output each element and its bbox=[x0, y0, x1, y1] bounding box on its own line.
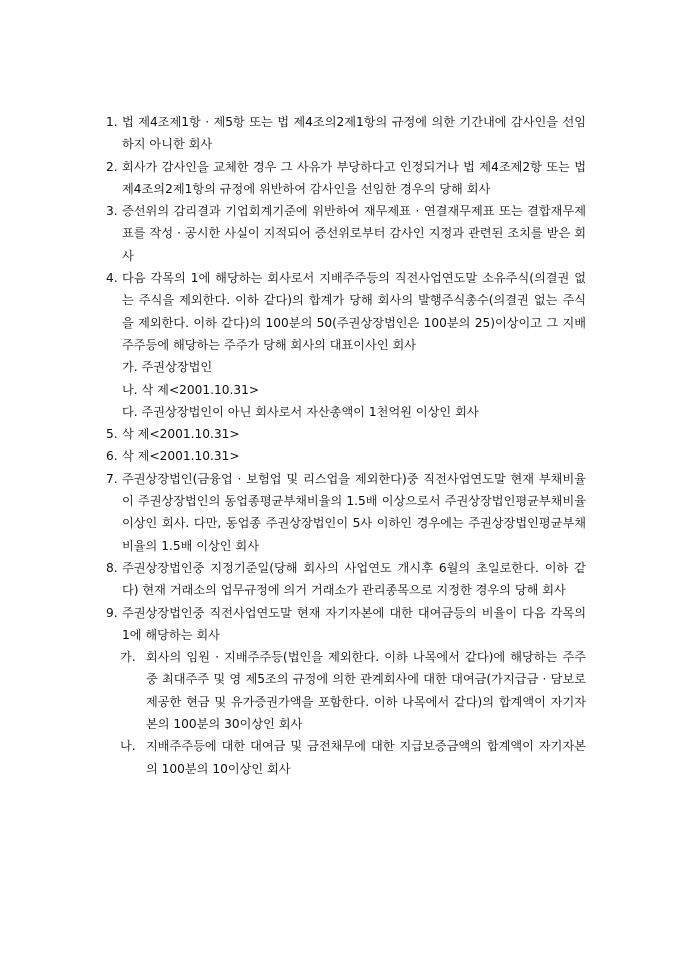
item-text: 주권상장법인중 직전사업연도말 현재 자기자본에 대한 대여금등의 비율이 다음 각목의 1에 해당하는 회사 bbox=[122, 605, 586, 642]
list-item bbox=[106, 602, 586, 647]
item-text: 법 제4조제1항 · 제5항 또는 법 제4조의2제1항의 규정에 의한 기간내에 감사인을 선임하지 아니한 회사 bbox=[122, 115, 586, 152]
item-text: 주권상장법인(금융업 · 보험업 및 리스업을 제외한다)중 직전사업연도말 현재 부채비율이 주권상장법인의 동업종평균부채비율의 1.5배 이상으로서 주권상장법인평균부채비율 이상인 회사. 다만, 동업종 주권상장법인이 5사 이하인 경우에는 주권상장법인평균부채비율의 1.5배 이상인 회사 bbox=[122, 471, 586, 553]
item-text: 삭 제<2001.10.31> bbox=[122, 449, 240, 464]
item-number: 2. bbox=[106, 159, 118, 174]
item-text: 삭 제<2001.10.31> bbox=[122, 427, 240, 442]
item-number: 9. bbox=[106, 605, 118, 620]
sub-item: 다. 주권상장법인이 아닌 회사로서 자산총액이 1천억원 이상인 회사 bbox=[122, 404, 479, 419]
item-text: 증선위의 감리결과 기업회계기준에 위반하여 재무제표 · 연결재무제표 또는 결합재무제표를 작성 · 공시한 사실이 지적되어 증선위로부터 감사인 지정과 관련된 조치를 받은 회사 bbox=[122, 204, 586, 263]
sub-item bbox=[106, 735, 586, 780]
sub-item-label: 나. bbox=[120, 739, 136, 754]
article-list bbox=[106, 111, 586, 780]
list-item bbox=[106, 111, 586, 156]
item-number: 4. bbox=[106, 271, 118, 286]
item-number: 1. bbox=[106, 115, 118, 129]
list-item bbox=[106, 200, 586, 267]
list-item bbox=[106, 445, 586, 467]
item-text: 주권상장법인중 지정기준일(당해 회사의 사업연도 개시후 6월의 초일로한다. 이하 같다) 현재 거래소의 업무규정에 의거 거래소가 관리종목으로 지정한 경우의 당해 회사 bbox=[122, 560, 586, 598]
list-item bbox=[106, 156, 586, 201]
item-number: 3. bbox=[106, 204, 118, 219]
item-text: 다음 각목의 1에 해당하는 회사로서 지배주주등의 직전사업연도말 소유주식(의결권 없는 주식을 제외한다. 이하 같다)의 합계가 당해 회사의 발행주식총수(의결권 없는 주식을 제외한다. 이하 같다)의 100분의 50(주권상장법인은 100분의 25)이상이고 그 지배주주등에 해당하는 주주가 당해 회사의 대표이사인 회사 bbox=[122, 271, 586, 352]
list-item bbox=[106, 267, 586, 356]
item-text: 회사가 감사인을 교체한 경우 그 사유가 부당하다고 인정되거나 법 제4조제2항 또는 법 제4조의2제1항의 규정에 위반하여 감사인을 선임한 경우의 당해 회사 bbox=[122, 159, 586, 196]
item-number: 7. bbox=[106, 471, 118, 486]
sub-item-text: 지배주주등에 대한 대여금 및 금전채무에 대한 지급보증금액의 합계액이 자기자본의 100분의 10이상인 회사 bbox=[146, 739, 586, 776]
list-item bbox=[106, 557, 586, 602]
list-item bbox=[106, 468, 586, 557]
sub-item-label: 가. bbox=[120, 650, 136, 665]
sub-item: 나. 삭 제<2001.10.31> bbox=[122, 382, 260, 397]
sub-item bbox=[106, 646, 586, 735]
sub-item-text: 회사의 임원 · 지배주주등(법인을 제외한다. 이하 나목에서 같다)에 해당하는 주주중 최대주주 및 영 제5조의 규정에 의한 관계회사에 대한 대여금(가지급금 · 담보로 제공한 현금 및 유가증권가액을 포함한다. 이하 나목에서 같다)의 합계액이 자기자본의 100분의 30이상인 회사 bbox=[146, 650, 586, 732]
item-number: 6. bbox=[106, 449, 118, 464]
list-item bbox=[106, 423, 586, 445]
sub-item: 가. 주권상장법인 bbox=[122, 360, 213, 375]
item-number: 8. bbox=[106, 560, 118, 575]
item-number: 5. bbox=[106, 427, 118, 442]
